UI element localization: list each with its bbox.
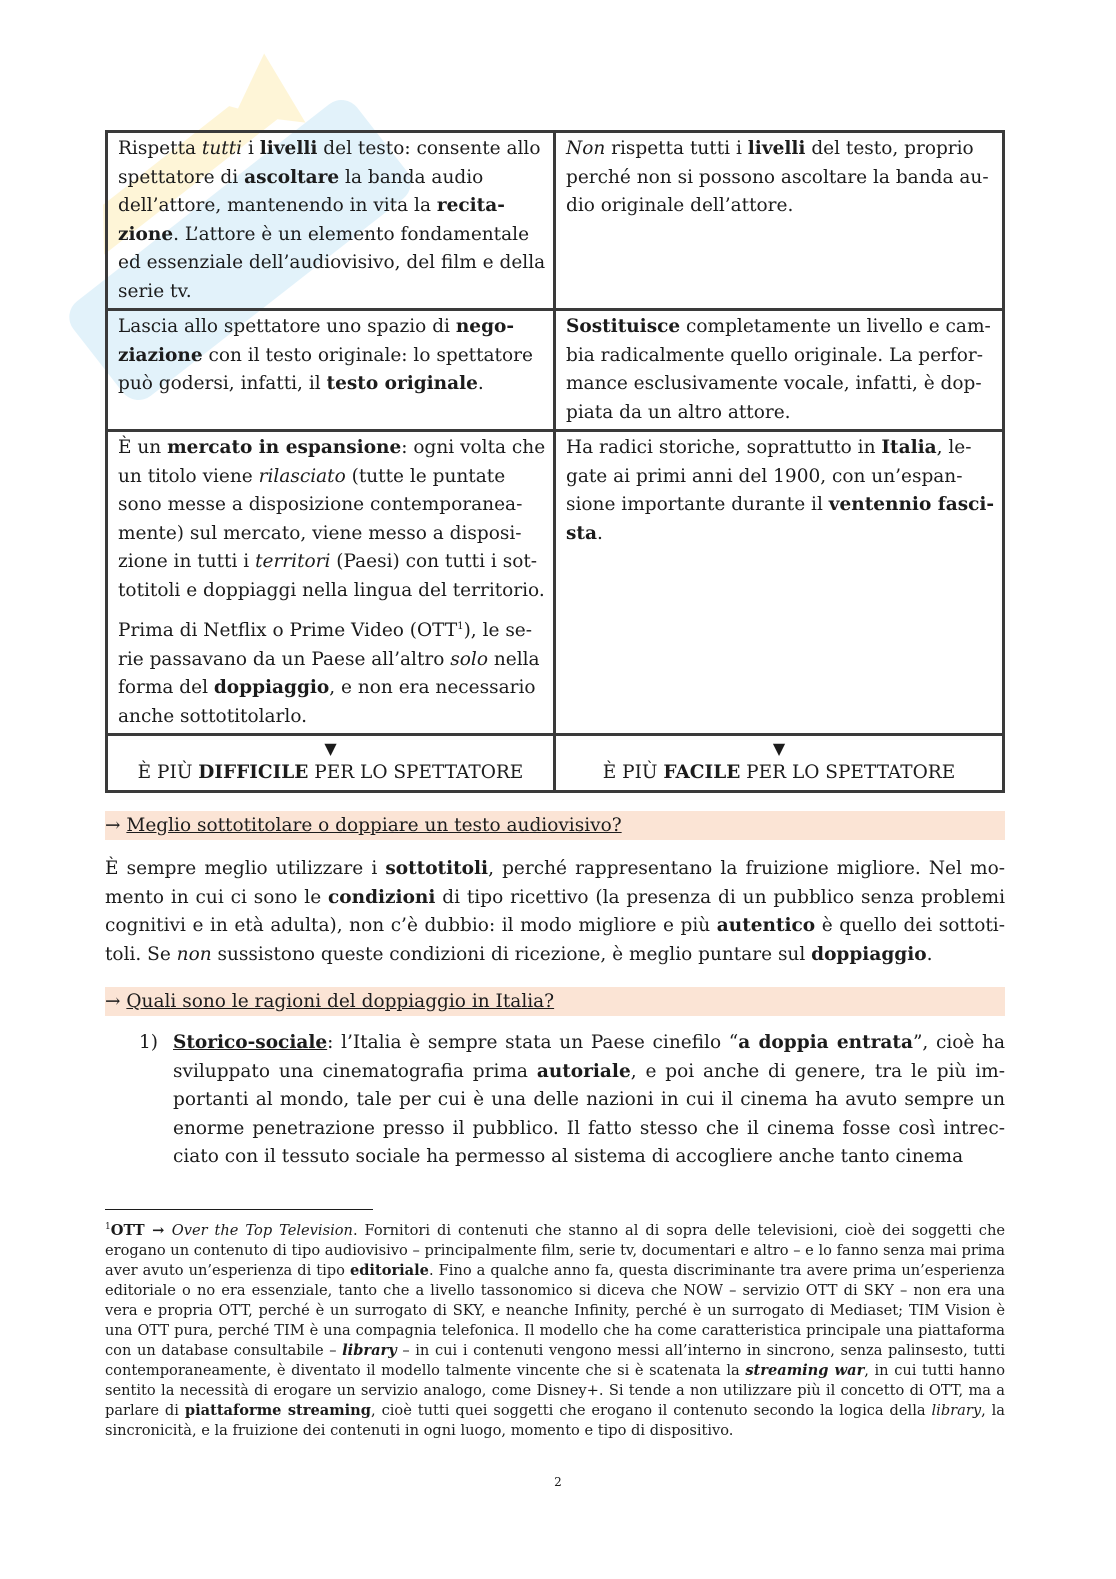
cell-text: recitazione bbox=[118, 195, 505, 245]
arrow-right-icon: → bbox=[105, 991, 127, 1012]
cell-text: mercato in espansione bbox=[167, 437, 402, 458]
footnote-text: . Fino a qualche anno fa, questa discriminante tra avere prima un’esperienza editoriale o no era essenziale, tanto che a livello tassonomico si diceva che NOW – servizio OTT di SKY – non era una vera e propria OTT, perché è un surrogato di SKY, e neanche Infinity, perché è un surrogato di Mediaset; TIM Vision è una OTT pura, perché TIM è una compagnia telefonica. Il modello che ha come caratteristica principale una piattaforma con un database consultabile – bbox=[105, 1262, 1005, 1359]
question-heading bbox=[105, 987, 1005, 1016]
cell-text: rilasciato bbox=[258, 465, 346, 487]
list-heading: Storico-sociale bbox=[173, 1032, 328, 1053]
footnote bbox=[105, 1221, 1005, 1441]
cell-text: . L’attore è un elemento fondamentale ed essenziale dell’audiovisivo, del film e della serie tv. bbox=[118, 223, 546, 302]
paragraph-text: . bbox=[926, 943, 933, 965]
footnote-text: streaming war bbox=[745, 1362, 865, 1379]
arrow-down-icon: ▼ bbox=[772, 739, 786, 758]
cell-text: ), le serie passavano da un Paese all’altro bbox=[118, 620, 533, 670]
cell-text: Lascia allo spettatore uno spazio di bbox=[118, 316, 456, 337]
cell-text: È PIÙ bbox=[602, 762, 664, 783]
cell-text: solo bbox=[450, 648, 488, 670]
cell-text: del testo, proprio perché non si possono ascoltare la banda audio originale dell’attore. bbox=[566, 138, 989, 216]
footnote-text: library bbox=[342, 1342, 397, 1359]
table-row bbox=[107, 431, 1004, 735]
cell-text: . bbox=[596, 522, 603, 544]
page-content bbox=[105, 130, 1005, 1172]
cell-text: : ogni volta che un titolo viene bbox=[118, 437, 546, 487]
cell-text: completamente un livello e cambia radicalmente quello originale. La performance esclusivamente vocale, infatti, è doppiata da un altro attore. bbox=[566, 316, 991, 423]
question-text: Meglio sottotitolare o doppiare un testo audiovisivo? bbox=[126, 815, 622, 836]
paragraph-text: sottotitoli bbox=[385, 858, 489, 879]
paragraph-text: è quello dei sottotitoli. Se bbox=[105, 915, 1005, 965]
body-paragraph bbox=[105, 855, 1005, 969]
paragraph-text: sussistono queste condizioni di ricezione, è meglio puntare sul bbox=[211, 943, 812, 965]
list-text-span: , e poi anche di genere, tra le più importanti al mondo, tale per cui è una delle nazioni in cui il cinema ha avuto sempre un enorme penetrazione presso il pubblico. Il fatto stesso che il cinema fosse così intrecciato con il tessuto sociale ha permesso al sistema di accogliere anche tanto cinema bbox=[173, 1060, 1005, 1167]
footnote-text: , in cui tutti hanno sentito la necessità di erogare un servizio analogo, come Disney+. Si tende a non utilizzare più il concetto di OTT, ma a parlare di bbox=[105, 1362, 1005, 1419]
cell-text: livelli bbox=[259, 138, 318, 159]
question-heading bbox=[105, 811, 1005, 840]
cell-text: Non bbox=[566, 138, 606, 159]
cell-text: tutti bbox=[201, 138, 243, 159]
footnote-text: – in cui i contenuti vengono messi all’interno in sincrono, senza palinsesto, tutti contemporaneamente, è diventato il modello talmente vincente che si è scatenata la bbox=[105, 1342, 1005, 1379]
paragraph-text: , perché rappresentano la fruizione migliore. Nel momento in cui ci sono le bbox=[105, 858, 1005, 908]
cell-text: testo originale bbox=[326, 373, 478, 394]
cell-text: con il testo originale: lo spettatore può godersi, infatti, il bbox=[118, 344, 533, 394]
cell-paragraph bbox=[118, 617, 548, 731]
footnote-text: library bbox=[931, 1402, 982, 1419]
paragraph-text: di tipo ricettivo (la presenza di un pubblico senza problemi cognitivi e in età adulta), non c’è dubbio: il modo migliore e più bbox=[105, 886, 1005, 936]
cell-text: nella forma del bbox=[118, 648, 540, 698]
cell-text: Rispetta bbox=[118, 138, 202, 159]
arrow-right-icon: → bbox=[105, 815, 127, 836]
comparison-table bbox=[105, 130, 1005, 793]
list-text-span: autoriale bbox=[536, 1060, 631, 1082]
table-cell bbox=[555, 310, 1004, 431]
table-footer-row bbox=[107, 735, 1004, 792]
table-cell bbox=[107, 431, 555, 735]
cell-text: del testo: consente allo spettatore di bbox=[118, 138, 541, 188]
cell-text: doppiaggio bbox=[213, 677, 330, 698]
footnote-text: Over the Top Television bbox=[171, 1222, 353, 1239]
arrow-down-icon: ▼ bbox=[324, 739, 337, 758]
cell-text: PER LO SPETTATORE bbox=[308, 762, 524, 783]
cell-text: È un bbox=[118, 437, 168, 458]
cell-text: , e non era necessario anche sottotitolarlo. bbox=[118, 677, 536, 727]
footnote-ref[interactable]: 1 bbox=[457, 620, 464, 632]
list-item bbox=[105, 1029, 1005, 1172]
footnote-number: 1 bbox=[105, 1222, 111, 1233]
cell-text: (tutte le puntate sono messe a disposizione contemporaneamente) sul mercato, viene messo a disposizione in tutti i bbox=[118, 465, 523, 572]
cell-text: la banda audio dell’attore, mantenendo in vita la bbox=[118, 166, 484, 216]
paragraph-text: condizioni bbox=[328, 886, 436, 908]
cell-text: PER LO SPETTATORE bbox=[740, 762, 956, 783]
table-cell bbox=[555, 431, 1004, 735]
footnote-text: , cioè tutti quei soggetti che erogano il contenuto secondo la logica della bbox=[371, 1402, 932, 1419]
table-cell bbox=[555, 735, 1004, 792]
paragraph-text: autentico bbox=[716, 915, 816, 936]
footnote-text: editoriale bbox=[349, 1262, 429, 1279]
list-text-span: : l’Italia è sempre stata un Paese cinefilo “ bbox=[327, 1032, 739, 1053]
cell-text: territori bbox=[255, 551, 331, 572]
paragraph-text: doppiaggio bbox=[811, 943, 927, 965]
cell-text: (Paesi) con tutti i sottotitoli e doppiaggi nella lingua del territorio. bbox=[118, 551, 545, 601]
cell-text: . bbox=[477, 373, 484, 394]
table-row bbox=[107, 132, 1004, 310]
cell-text: Prima di Netflix o Prime Video (OTT bbox=[118, 620, 458, 641]
question-text: Quali sono le ragioni del doppiaggio in Italia? bbox=[126, 991, 555, 1012]
cell-text: DIFFICILE bbox=[198, 762, 309, 783]
list-text bbox=[173, 1029, 1005, 1172]
table-row bbox=[107, 310, 1004, 431]
cell-text: È PIÙ bbox=[137, 762, 199, 783]
cell-text: , legate ai primi anni del 1900, con un’espansione importante durante il bbox=[566, 437, 972, 515]
list-number: 1) bbox=[139, 1032, 158, 1053]
footnote-text: , la sincronicità, e la fruizione dei contenuti in ogni luogo, momento e tipo di dispositivo. bbox=[105, 1402, 1005, 1439]
cell-text: ascoltare bbox=[244, 166, 340, 188]
cell-text: rispetta tutti i bbox=[605, 138, 748, 159]
cell-text: Italia bbox=[881, 437, 937, 458]
paragraph-text: non bbox=[176, 943, 212, 965]
table-cell bbox=[107, 735, 555, 792]
cell-text: ventennio fascista bbox=[566, 494, 995, 544]
cell-text: Sostituisce bbox=[566, 316, 681, 337]
cell-paragraph bbox=[118, 434, 548, 605]
list-text-span: ”, cioè ha sviluppato una cinematografia prima bbox=[173, 1032, 1005, 1082]
cell-text: negoziazione bbox=[118, 316, 515, 366]
cell-text: FACILE bbox=[663, 762, 741, 783]
cell-text: livelli bbox=[747, 138, 806, 159]
table-cell bbox=[107, 132, 555, 310]
table-cell bbox=[107, 310, 555, 431]
cell-text: Ha radici storiche, soprattutto in bbox=[566, 437, 882, 458]
table-cell bbox=[555, 132, 1004, 310]
cell-text: i bbox=[242, 138, 260, 159]
list-text-span: a doppia entrata bbox=[738, 1032, 913, 1053]
footnote-text: . Fornitori di contenuti che stanno al di sopra delle televisioni, cioè dei soggetti che erogano un contenuto di tipo audiovisivo – principalmente film, serie tv, documentari e altro – e lo fanno senza mai prima aver avuto un’esperienza di tipo bbox=[105, 1222, 1005, 1279]
paragraph-text: È sempre meglio utilizzare i bbox=[105, 858, 386, 879]
page-number: 2 bbox=[554, 1475, 562, 1489]
footnote-text: piattaforme streaming bbox=[184, 1402, 372, 1419]
footnote-separator bbox=[105, 1209, 373, 1210]
footnote-text: OTT → bbox=[110, 1222, 172, 1239]
